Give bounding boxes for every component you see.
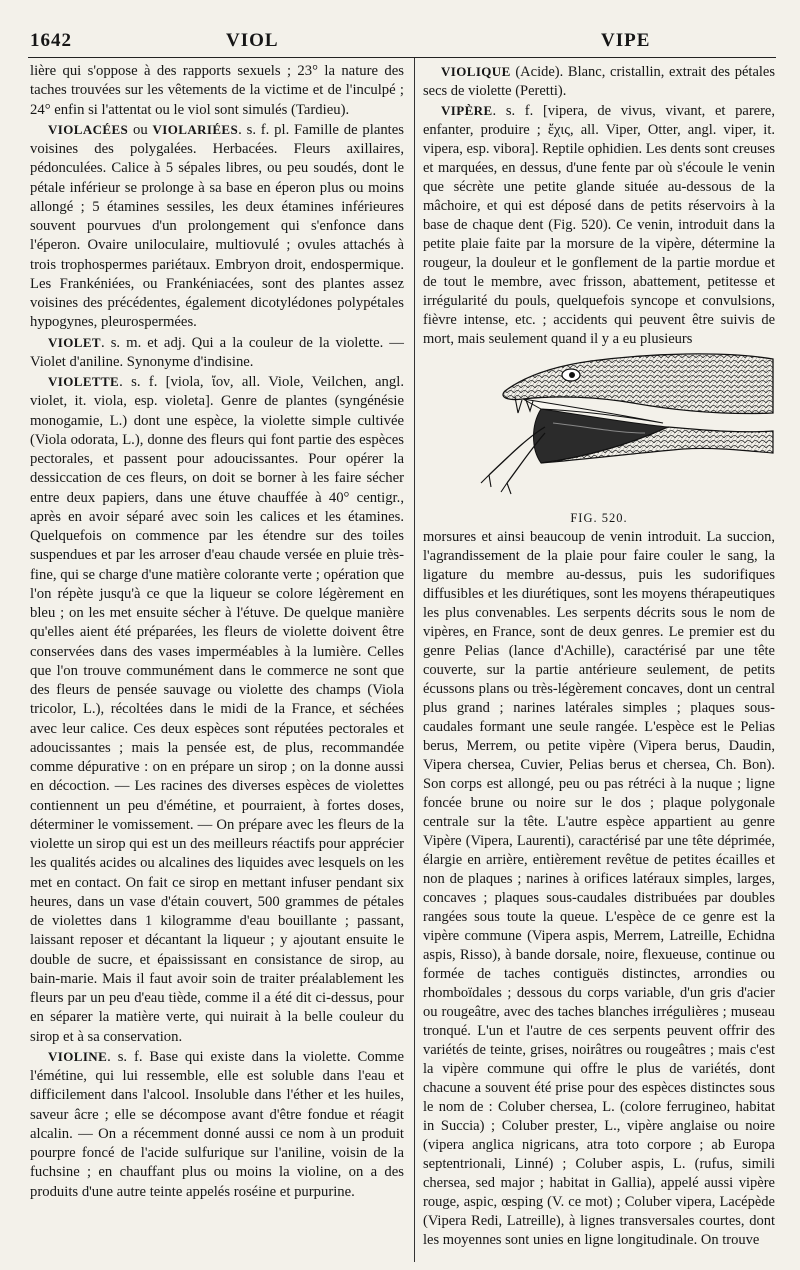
headword-violet: VIOLET [48,334,101,350]
column-divider [414,58,415,1262]
entry-violacees [30,120,404,333]
headword-violariees: VIOLARIÉES [152,121,239,137]
headword-violique: VIOLIQUE [441,64,511,79]
running-header [26,30,778,54]
header-left-word: VIOL [226,30,279,51]
header-right-word: VIPE [601,30,651,51]
figure-caption: FIG. 520. [570,511,628,525]
entry-violine [30,1047,404,1202]
entry-violine-text: . s. f. Base qui existe dans la violette. Comme l'émétine, qui lui ressemble, elle est soluble dans l'eau et difficilement dans l'alcool. Insoluble dans l'éther et les huiles, saveur âcre ; elle se décompose avant d'être fondue et réagit alcalin. — On a récemment donné aussi ce nom à un produit pourpre foncé de l'acide sulfurique sur l'aniline, voisin de la fuchsine ; en chauffant plus ou moins la violine, on a des produits d'une autre teinte appelés roséine et purpurine. [30,1048,404,1200]
entry-violette-text: . s. f. [viola, ἴον, all. Viole, Veilchen, angl. violet, it. viola, esp. violeta]. Genre de plantes (syngénésie monogamie, L.) dont une espèce, la violette simple cultivée (Viola odorata, L.), donne des fleurs qui font partie des espèces pectorales, et passent pour adoucissantes. Pour opérer la dessiccation de ces fleurs, on doit se borner à les faire sécher entre deux papiers, dans une étuve chauffée à 40° centigr., après en avoir séparé avec soin les calices et les étamines. Quelquefois on commence par les étendre sur des toiles suspendues et par les arroser d'eau chaude versée en pluie très-fine, qui se charge d'une matière colorante verte ; opération que l'on répète jusqu'à ce que la liqueur se colore légèrement en bleu ; on les met ensuite sécher à l'étuve. De quelque manière qu'elles aient été préparées, les fleurs de violette doivent être conservées dans des vases imperméables à la lumière. Celles que l'on trouve communément dans le commerce ne sont que des fleurs de pensée sauvage ou violette des champs (Viola tricolor, L.), récoltées dans le midi de la France, et séchées avec leur calice. Ces deux espèces sont réputées pectorales et adoucissantes ; mais la pensée est, de plus, recommandée comme dépurative : on en prépare un sirop ; on la donne aussi en décoction. — Les racines des diverses espèces de violettes contiennent un peu d'émétine, et pourraient, à fortes doses, déterminer le vomissement. — On prépare avec les fleurs de la violette un sirop qui est un des meilleurs réactifs pour apprécier les qualités acides ou alcalines des liquides avec lesquels on les met en contact. On fait ce sirop en mettant infuser pendant six heures, dans un vase d'étain couvert, 500 grammes de pétales de violettes dans 1 kilogramme d'eau bouillante ; passant, laissant reposer et décantant la liqueur ; y ajoutant ensuite le double de sucre, et épaississant en consistance de sirop, au bain-marie. Mais il faut avoir soin de traiter préalablement les fleurs par un peu d'eau tiède, comme il a été dit ci-dessus, pour en séparer la matière verte, qui nuirait à la belle couleur du sirop et à sa conservation. [30,374,404,1045]
entry-violacees-text: . s. f. pl. Famille de plantes voisines des polygalées. Herbacées. Fleurs axillaires, pédonculées. Calice à 5 sépales libres, ou peu soudés, dont le pétale inférieur se prolonge à sa base en éperon plus ou moins allongé ; 5 étamines sessiles, les deux étamines inférieures souvent pourvues d'un prolongement qui s'enfonce dans l'éperon. Ovaire uniloculaire, multiovulé ; ovules attachés à trois trophospermes pariétaux. Embryon droit, endospermique. Les Frankéniées, ou Frankéniacées, sont des plantes assez voisines des précédentes, également dicotylédones polypétales hypogynes, pleurospermées. [30,121,404,331]
headword-violine: VIOLINE [48,1048,108,1064]
headword-connector: ou [128,121,153,138]
entry-violique-text: (Acide). Blanc, cristallin, extrait des pétales secs de violette (Peretti). [423,64,775,99]
headword-violette: VIOLETTE [48,374,120,389]
viper-head-illustration [423,353,775,501]
entry-vipere-continued: morsures et ainsi beaucoup de venin introduit. La succion, l'agrandissement de la plaie pour faire couler le sang, la ligature du membre au-dessus, puis les sudorifiques diffusibles et les diurétiques, sont les moyens thérapeutiques les plus convenables. Les serpents décrits sous le nom de vipères, en France, sont de deux genres. Le premier est du genre Pelias (lance d'Achille), caractérisé par une tête couverte, sur la partie antérieure seulement, de petits écussons plans ou très-légèrement concaves, dont un central plus grand ; narines latérales simples ; plaques sous-caudales formant une seule rangée. L'espèce est le Pelias berus, Merrem, ou petite vipère (Vipera berus, Daudin, Vipera chersea, Cuvier, Pelias berus et chersea, Ch. Bon). Son corps est allongé, peu ou pas rétréci à la nuque ; ligne foncée brune ou noire sur le dos ; plaque polygonale centrale sur la tête. L'autre espèce appartient au genre Vipère (Vipera, Laurenti), caractérisé par une tête déprimée, élargie en arrière, entièrement revêtue de petites écailles et non de plaques ; narines à orifices latéraux simples, larges, concaves ; plaques sous-caudales distribuées par doubles rangées sous toute la queue. L'espèce de ce genre est la vipère commune (Vipera aspis, Merrem, Latreille, Echidna aspis, Risso), à bande dorsale, noire, flexueuse, continue ou formée de taches contiguës distinctes, arrondies ou rhomboïdales ; dessous du corps variable, d'un gris d'acier ou rougeâtre, avec des taches blanches irrégulières ; museau tronqué. L'un et l'autre de ces serpents peuvent offrir des variétés de teinte, grises, noirâtres ou rougeâtres ; mais c'est la vipère commune qui offre le plus de variétés, dont chacune a souvent été prise pour des espèces distinctes sous le nom de : Coluber chersea, L. (colore ferrugineo, habitat in Succia) ; Coluber prester, L., vipère anglaise ou noire (vipera anglica nigricans, atra toto corpore ; ab Europa septentrionali, Linné) ; Coluber aspis, L. (rufus, simili chersea, sed major ; habitat in Gallia), appelé aussi vipère rouge, aspic, œsping (V. ce mot) ; Coluber vipera, Lacépède (Vipera Redi, Latreille), à lignes transversales courtes, dont les moyennes sont unies en ligne longitudinale. On trouve [423,529,775,1248]
paragraph-viol-continued: lière qui s'oppose à des rapports sexuels ; 23° la nature des taches trouvées sur les vêtements de la victime et de l'inculpé ; 24° enfin si l'attentat ou le viol sont simulés (Tardieu). [30,63,404,118]
entry-violette [30,372,404,1047]
header-rule [28,57,776,58]
headword-vipere: VIPÈRE [441,103,493,118]
entry-violique [423,62,775,101]
entry-vipere [423,101,775,349]
left-column [30,62,404,1202]
entry-vipere-text: . s. f. [vipera, de vivus, vivant, et parere, enfanter, produire ; ἔχις, all. Viper, Otter, angl. viper, it. vipera, esp. vibora]. Reptile ophidien. Les dents sont creuses et marquées, en dessus, d'une fente par où s'écoule le venin que sécrète une petite glande située au-dessous de la mâchoire, et qui est déposé dans de petits réservoirs à la base de chaque dent (Fig. 520). Ce venin, introduit dans la petite plaie faite par la morsure de la vipère, détermine la rougeur, la douleur et le gonflement de la partie mordue et de tout le membre, avec frisson, abattement, petitesse et irrégularité du pouls, quelquefois syncope et convulsions, fièvre intense, etc. ; accidents qui peuvent être suivis de mort, mais seulement quand il y a eu plusieurs [423,103,775,347]
page-number: 1642 [30,30,72,51]
headword-violacees: VIOLACÉES [48,121,129,137]
entry-violet-text: . s. m. et adj. Qui a la couleur de la violette. — Violet d'aniline. Synonyme d'indisine. [30,334,404,370]
right-column [423,62,775,1250]
entry-violet [30,333,404,373]
